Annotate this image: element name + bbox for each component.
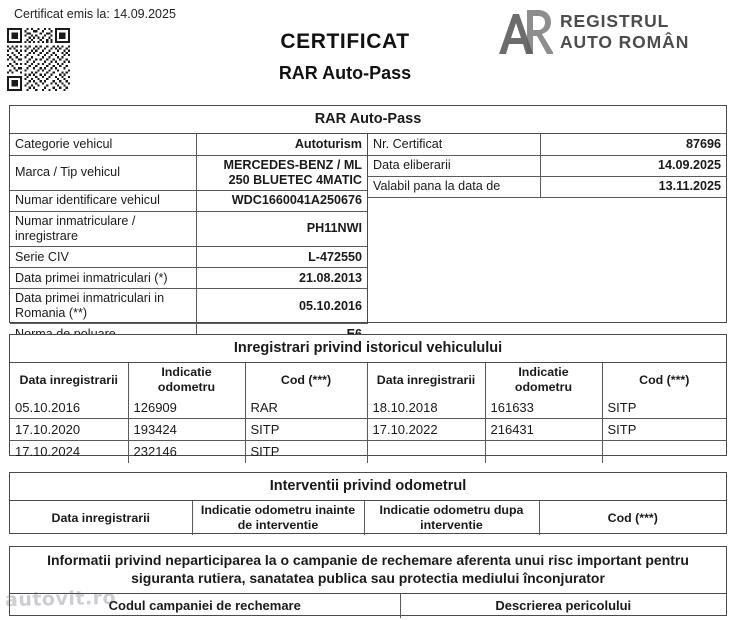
column-header: Indicatie odometru dupa interventie xyxy=(364,501,539,535)
row-label: Data eliberarii xyxy=(368,155,540,176)
table-cell: 17.10.2024 xyxy=(10,441,128,463)
table-cell xyxy=(367,441,485,463)
empty-cell xyxy=(368,218,540,239)
table-row xyxy=(10,155,367,190)
history-table xyxy=(9,334,727,460)
watermark: autovit.ro xyxy=(4,586,117,612)
recall-band-title: Informatii privind neparticiparea la o campanie de rechemare aferenta unui risc important pentru siguranta rutiera, sanatatea publica sau protectia mediului înconjurator xyxy=(10,547,726,594)
empty-cell xyxy=(540,218,726,239)
empty-cell xyxy=(368,197,540,218)
table-row xyxy=(10,419,726,441)
row-value: WDC1660041A250676 xyxy=(196,190,367,211)
column-header: Cod (***) xyxy=(539,501,726,535)
table-cell xyxy=(485,441,602,463)
rar-logo-text xyxy=(560,11,689,52)
table-row xyxy=(368,134,726,155)
row-value: L-472550 xyxy=(196,247,367,268)
page-subtitle: RAR Auto-Pass xyxy=(278,63,412,83)
table-cell: 17.10.2022 xyxy=(367,419,485,441)
recall-header-row xyxy=(10,594,726,618)
identity-band-title: RAR Auto-Pass xyxy=(10,106,726,134)
row-value: PH11NWI xyxy=(196,211,367,246)
table-cell: 193424 xyxy=(128,419,245,441)
rar-logo-line2: AUTO ROMÂN xyxy=(560,32,690,52)
table-cell: 18.10.2018 xyxy=(367,397,485,419)
table-cell: 232146 xyxy=(128,441,245,463)
column-header: Data inregistrarii xyxy=(10,501,192,535)
table-cell: 216431 xyxy=(485,419,602,441)
row-label: Nr. Certificat xyxy=(368,134,540,155)
row-label: Numar inmatriculare / inregistrare xyxy=(10,211,196,246)
row-label: Data primei inmatriculari (*) xyxy=(10,268,196,289)
document-title-block xyxy=(200,30,490,84)
table-row xyxy=(10,289,367,324)
table-row-empty xyxy=(368,239,726,260)
table-row xyxy=(10,247,367,268)
table-cell: SITP xyxy=(245,441,367,463)
table-cell: 17.10.2020 xyxy=(10,419,128,441)
row-label: Marca / Tip vehicul xyxy=(10,155,196,190)
empty-cell xyxy=(368,281,540,302)
identity-table xyxy=(9,105,727,323)
history-rows xyxy=(10,397,726,463)
interventions-header-row xyxy=(10,501,726,535)
column-header: Descrierea pericolului xyxy=(400,594,726,618)
table-cell: SITP xyxy=(602,397,726,419)
empty-cell xyxy=(540,197,726,218)
identity-left-column xyxy=(10,134,367,324)
rar-logo-line1: REGISTRUL xyxy=(560,11,670,32)
row-value: 14.09.2025 xyxy=(540,155,726,176)
table-cell: 05.10.2016 xyxy=(10,397,128,419)
column-header: Data inregistrarii xyxy=(367,363,485,397)
table-row xyxy=(10,268,367,289)
table-cell: 161633 xyxy=(485,397,602,419)
table-cell: 126909 xyxy=(128,397,245,419)
row-label: Categorie vehicul xyxy=(10,134,196,155)
interventions-band-title: Interventii privind odometrul xyxy=(10,473,726,501)
table-row-empty xyxy=(368,281,726,302)
empty-cell xyxy=(540,281,726,302)
issued-date-line: Certificat emis la: 14.09.2025 xyxy=(14,7,176,21)
table-row-empty xyxy=(368,197,726,218)
identity-right-column xyxy=(367,134,726,324)
interventions-table xyxy=(9,472,727,534)
row-label: Data primei inmatriculari in Romania (**) xyxy=(10,289,196,324)
table-row xyxy=(10,211,367,246)
row-label: Numar identificare vehicul xyxy=(10,190,196,211)
history-band-title: Inregistrari privind istoricul vehiculului xyxy=(10,335,726,363)
rar-logo xyxy=(497,8,689,56)
table-row-empty xyxy=(368,218,726,239)
row-value: 21.08.2013 xyxy=(196,268,367,289)
history-header-row xyxy=(10,363,726,397)
row-label: Valabil pana la data de xyxy=(368,176,540,197)
rar-logo-icon xyxy=(497,8,553,56)
table-cell: SITP xyxy=(245,419,367,441)
row-value: Autoturism xyxy=(196,134,367,155)
row-value: MERCEDES-BENZ / ML 250 BLUETEC 4MATIC xyxy=(196,155,367,190)
qr-code-icon xyxy=(7,28,70,91)
page-title: CERTIFICAT xyxy=(280,30,410,53)
table-row xyxy=(368,176,726,197)
column-header: Indicatie odometru xyxy=(485,363,602,397)
table-row-empty xyxy=(368,260,726,281)
table-cell xyxy=(602,441,726,463)
table-row xyxy=(368,155,726,176)
column-header: Data inregistrarii xyxy=(10,363,128,397)
identity-left-rows xyxy=(10,134,367,345)
table-row xyxy=(10,190,367,211)
table-row xyxy=(10,397,726,419)
table-row xyxy=(10,134,367,155)
column-header: Cod (***) xyxy=(602,363,726,397)
table-cell: SITP xyxy=(602,419,726,441)
row-label: Serie CIV xyxy=(10,247,196,268)
table-row xyxy=(10,441,726,463)
row-value: 87696 xyxy=(540,134,726,155)
row-value: 05.10.2016 xyxy=(196,289,367,324)
empty-cell xyxy=(540,239,726,260)
column-header: Codul campaniei de rechemare xyxy=(10,594,400,618)
identity-right-rows xyxy=(368,134,726,302)
column-header: Indicatie odometru xyxy=(128,363,245,397)
empty-cell xyxy=(540,260,726,281)
row-value: 13.11.2025 xyxy=(540,176,726,197)
column-header: Cod (***) xyxy=(245,363,367,397)
column-header: Indicatie odometru inainte de interventie xyxy=(192,501,364,535)
recall-table xyxy=(9,546,727,616)
empty-cell xyxy=(368,260,540,281)
empty-cell xyxy=(368,239,540,260)
table-cell: RAR xyxy=(245,397,367,419)
